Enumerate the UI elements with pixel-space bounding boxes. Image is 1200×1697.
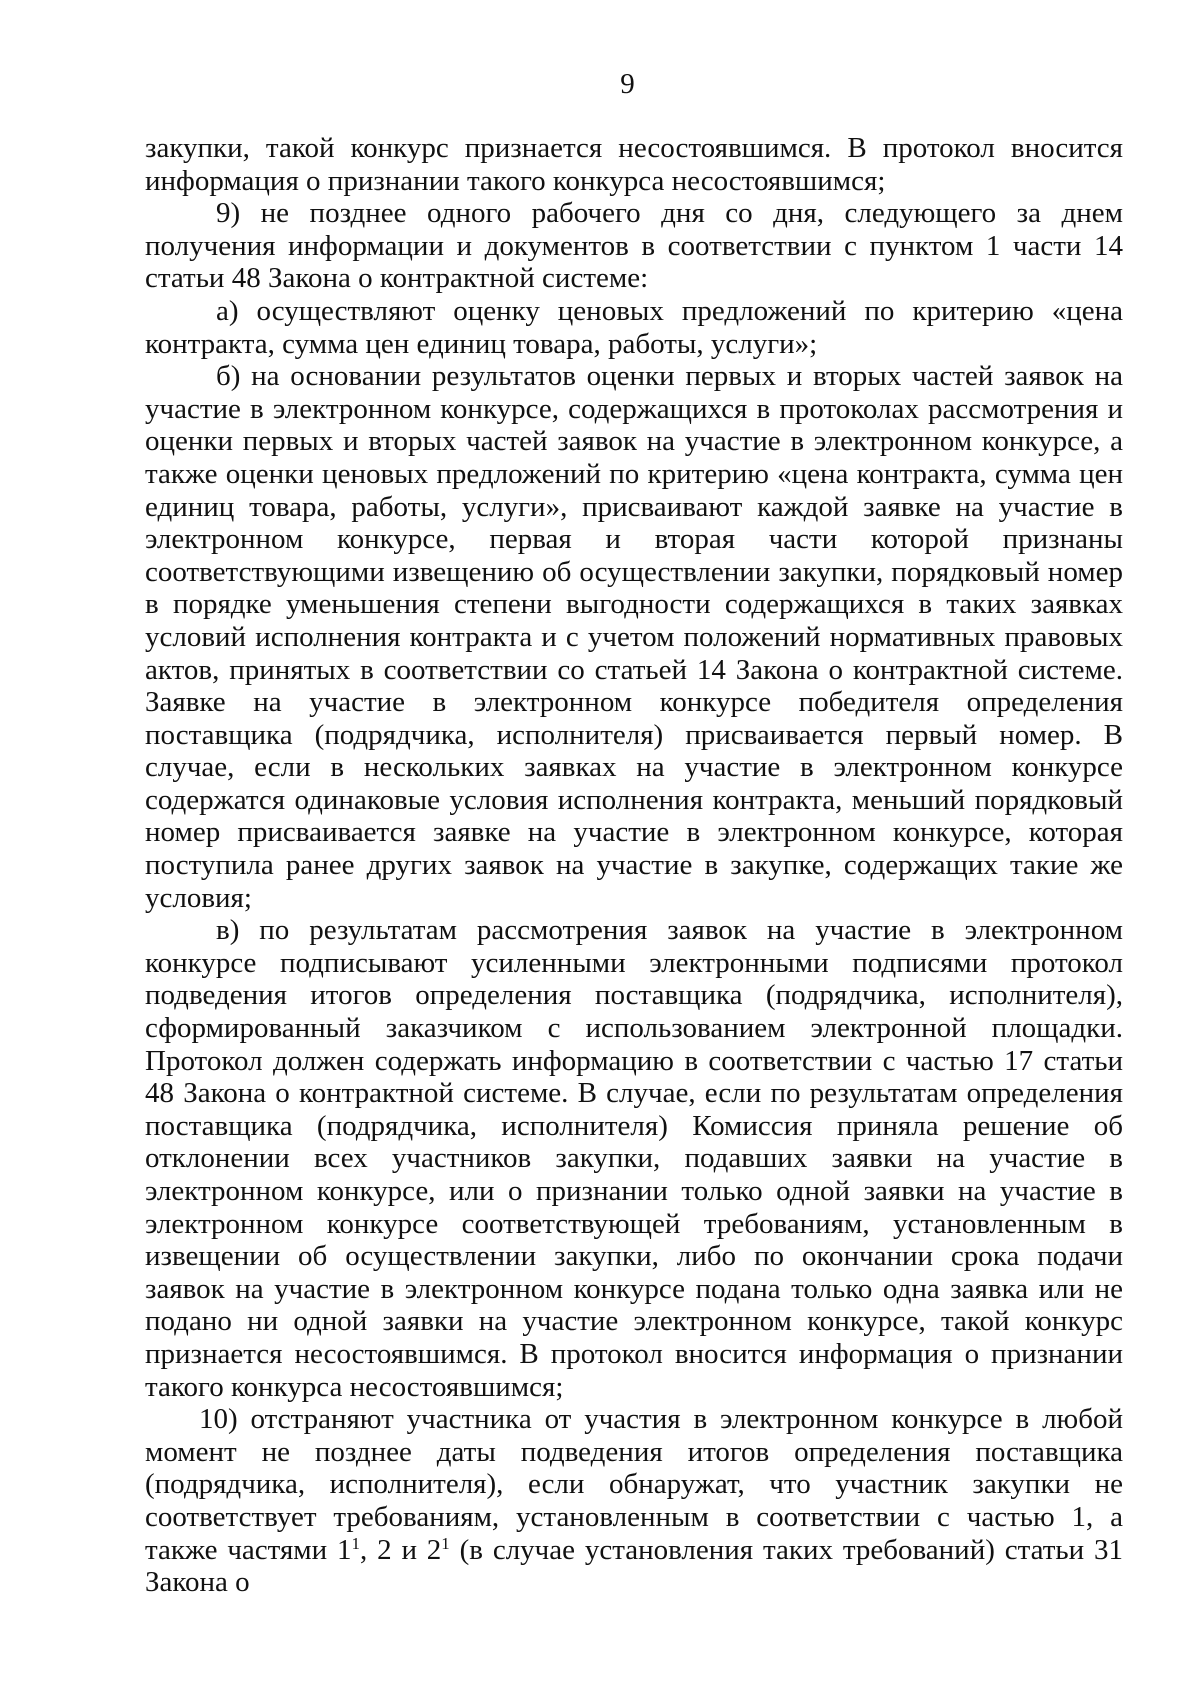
document-body bbox=[145, 132, 1123, 1599]
paragraph-item-9a: а) осуществляют оценку ценовых предложений по критерию «цена контракта, сумма цен единиц товара, работы, услуги»; bbox=[145, 294, 1123, 360]
item-10-text-part3: (в случае установления таких требований) статьи 31 Закона о bbox=[145, 1533, 1123, 1599]
item-10-text-part2: , 2 и 2 bbox=[360, 1533, 442, 1566]
page-number: 9 bbox=[620, 68, 635, 100]
paragraph-item-9v: в) по результатам рассмотрения заявок на участие в электронном конкурсе подписывают усиленными электронными подписями протокол подведения итогов определения поставщика (подрядчика, исполнителя), сформированный заказчиком с использованием электронной площадки. Протокол должен содержать информацию в соответствии с частью 17 статьи 48 Закона о контрактной системе. В случае, если по результатам определения поставщика (подрядчика, исполнителя) Комиссия приняла решение об отклонении всех участников закупки, подавших заявки на участие в электронном конкурсе, или о признании только одной заявки на участие в электронном конкурсе соответствующей требованиям, установленным в извещении об осуществлении закупки, либо по окончании срока подачи заявок на участие в электронном конкурсе подана только одна заявка или не подано ни одной заявки на участие электронном конкурсе, такой конкурс признается несостоявшимся. В протокол вносится информация о признании такого конкурса несостоявшимся; bbox=[145, 914, 1123, 1403]
paragraph-item-9b: б) на основании результатов оценки первых и вторых частей заявок на участие в электронном конкурсе, содержащихся в протоколах рассмотрения и оценки первых и вторых частей заявок на участие в электронном конкурсе, а также оценки ценовых предложений по критерию «цена контракта, сумма цен единиц товара, работы, услуги», присваивают каждой заявке на участие в электронном конкурсе, первая и вторая части которой признаны соответствующими извещению об осуществлении закупки, порядковый номер в порядке уменьшения степени выгодности содержащихся в таких заявках условий исполнения контракта и с учетом положений нормативных правовых актов, принятых в соответствии со статьей 14 Закона о контрактной системе. Заявке на участие в электронном конкурсе победителя определения поставщика (подрядчика, исполнителя) присваивается первый номер. В случае, если в нескольких заявках на участие в электронном конкурсе содержатся одинаковые условия исполнения контракта, меньший порядковый номер присваивается заявке на участие в электронном конкурсе, которая поступила ранее других заявок на участие в закупке, содержащих такие же условия; bbox=[145, 360, 1123, 914]
paragraph-item-10 bbox=[145, 1403, 1123, 1599]
paragraph-item-9: 9) не позднее одного рабочего дня со дня, следующего за днем получения информации и документов в соответствии с пунктом 1 части 14 статьи 48 Закона о контрактной системе: bbox=[145, 197, 1123, 295]
item-10-text-part1: 10) отстраняют участника от участия в электронном конкурсе в любой момент не позднее даты подведения итогов определения поставщика (подрядчика, исполнителя), если обнаружат, что участник закупки не соответствует требованиям, установленным в соответствии с частью 1, а также частями 1 bbox=[145, 1403, 1123, 1566]
paragraph-continuation: закупки, такой конкурс признается несостоявшимся. В протокол вносится информация о признании такого конкурса несостоявшимся; bbox=[145, 132, 1123, 197]
item-10-superscript-1: 1 bbox=[351, 1533, 361, 1553]
item-10-superscript-2: 1 bbox=[441, 1533, 450, 1553]
